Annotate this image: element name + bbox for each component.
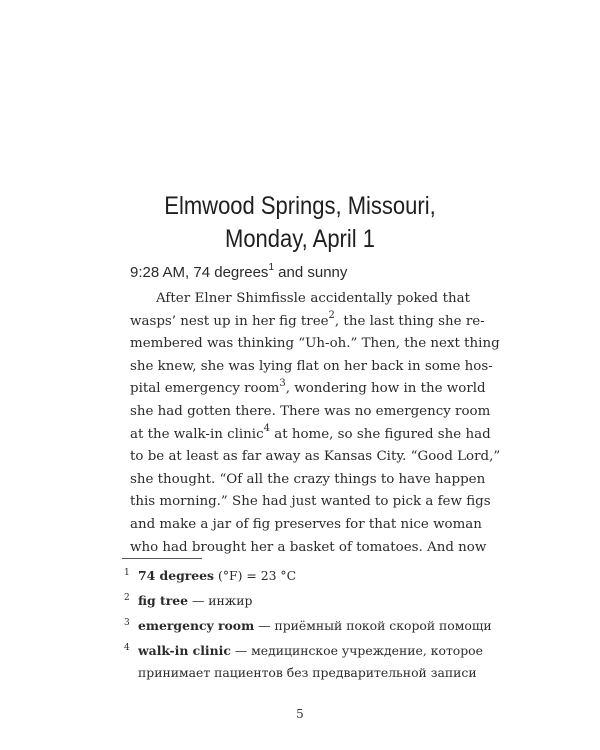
footnote-ref-3: 3	[279, 377, 286, 389]
text-line: at the walk-in clinic$^4$ at home, so she figured she had	[130, 423, 491, 442]
text-line: After Elner Shimfissle accidentally poked that	[156, 291, 470, 306]
chapter-heading-line-2: Monday, April 1	[224, 225, 376, 253]
footnote-1	[122, 565, 482, 587]
footnote-divider	[122, 558, 202, 559]
subhead-text-end: and sunny	[274, 264, 348, 281]
text-line: this morning.” She had just wanted to pick a few figs	[130, 494, 491, 510]
footnote-2	[122, 590, 482, 612]
text-line: who had brought her a basket of tomatoes. And now	[130, 539, 487, 555]
footnote-definition-continued: принимает пациентов без предварительной записи	[138, 665, 477, 680]
text-line: to be at least as far away as Kansas City. “Good Lord,”	[130, 449, 501, 465]
footnote-term: fig tree	[138, 593, 189, 608]
footnote-3	[122, 615, 492, 637]
text-line: she knew, she was lying flat on her back in some hos-	[130, 358, 493, 374]
footnote-definition: — приёмный покой скорой помощи	[254, 618, 492, 633]
text-line: wasps’ nest up in her fig tree$^2$, the last thing she re-	[130, 310, 485, 329]
footnote-term: walk-in clinic	[138, 643, 231, 658]
footnote-term: emergency room	[138, 618, 255, 633]
footnotes	[122, 565, 492, 687]
footnote-number: 4	[124, 643, 130, 653]
chapter-heading	[36, 190, 564, 256]
text-line: pital emergency room$^3$, wondering how in the world	[130, 377, 486, 397]
page-number: 5	[296, 707, 304, 721]
body-paragraph	[130, 288, 501, 559]
text-line: and make a jar of fig preserves for that nice woman	[130, 516, 482, 532]
footnote-ref-1: 1	[268, 262, 274, 273]
footnote-ref-2: 2	[328, 310, 335, 322]
footnote-definition: (°F) = 23 °C	[214, 568, 297, 583]
footnote-number: 3	[124, 618, 130, 628]
chapter-heading-line-1: Elmwood Springs, Missouri,	[164, 192, 436, 220]
footnote-term: 74 degrees	[138, 568, 215, 583]
text-line: she had gotten there. There was no emergency room	[130, 403, 491, 419]
footnote-4	[122, 640, 482, 684]
footnote-number: 1	[124, 568, 130, 578]
footnote-definition: — медицинское учреждение, которое	[230, 643, 483, 658]
footnote-number: 2	[124, 593, 130, 603]
text-line: she thought. “Of all the crazy things to have happen	[130, 471, 486, 487]
text-line: membered was thinking “Uh-oh.” Then, the next thing	[130, 336, 500, 352]
time-weather-subhead	[130, 264, 347, 281]
subhead-text: 9:28 AM, 74 degrees	[130, 264, 269, 281]
footnote-ref-4: 4	[263, 423, 270, 435]
footnote-definition: — инжир	[188, 593, 253, 608]
